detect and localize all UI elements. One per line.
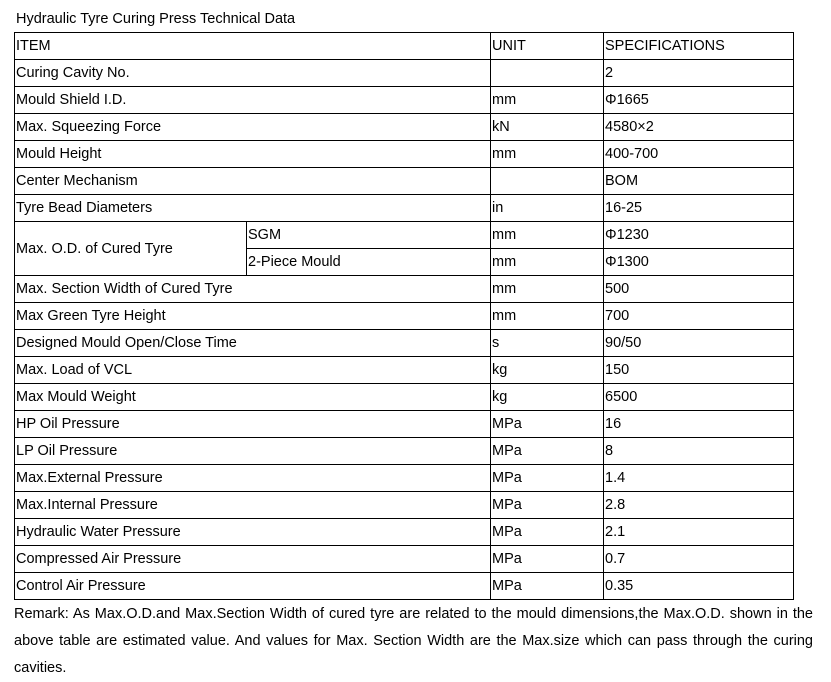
- row-item: Max. Section Width of Cured Tyre: [15, 276, 491, 303]
- row-unit: kg: [491, 384, 604, 411]
- row-unit: MPa: [491, 519, 604, 546]
- table-row: [15, 411, 794, 438]
- row-item: Max.Internal Pressure: [15, 492, 491, 519]
- row-spec: 6500: [604, 384, 794, 411]
- page-title: Hydraulic Tyre Curing Press Technical Data: [16, 11, 296, 27]
- row-unit: MPa: [491, 465, 604, 492]
- row-unit: mm: [491, 141, 604, 168]
- table-row: [15, 87, 794, 114]
- table-row: [15, 573, 794, 600]
- remark-note: Remark: As Max.O.D.and Max.Section Width of cured tyre are related to the mould dimensions,the Max.O.D. shown in the above table are estimated value. And values for Max. Section Width are the Max.size which can pass through the curing cavities.: [14, 606, 813, 676]
- row-item: Max Green Tyre Height: [15, 303, 491, 330]
- row-item: Mould Height: [15, 141, 491, 168]
- row-spec: 2: [604, 60, 794, 87]
- row-spec: 16: [604, 411, 794, 438]
- row-item-od: Max. O.D. of Cured Tyre: [15, 222, 247, 276]
- table-row: [15, 168, 794, 195]
- header-unit: UNIT: [491, 33, 604, 60]
- row-item: Max.External Pressure: [15, 465, 491, 492]
- row-unit: MPa: [491, 438, 604, 465]
- row-spec: Φ1230: [604, 222, 794, 249]
- row-spec: 2.8: [604, 492, 794, 519]
- row-spec: 500: [604, 276, 794, 303]
- row-unit: mm: [491, 303, 604, 330]
- table-row: [15, 114, 794, 141]
- table-row: [15, 519, 794, 546]
- table-row: [15, 222, 794, 249]
- row-spec: Φ1665: [604, 87, 794, 114]
- header-item: ITEM: [15, 33, 491, 60]
- row-unit: mm: [491, 222, 604, 249]
- row-item: Designed Mould Open/Close Time: [15, 330, 491, 357]
- table-row: [15, 384, 794, 411]
- table-row: [15, 438, 794, 465]
- table-row: [15, 60, 794, 87]
- spec-table: [14, 32, 794, 600]
- row-spec: 400-700: [604, 141, 794, 168]
- row-item: Max. Squeezing Force: [15, 114, 491, 141]
- row-item: Curing Cavity No.: [15, 60, 491, 87]
- row-spec: BOM: [604, 168, 794, 195]
- table-row: [15, 303, 794, 330]
- row-spec: 0.35: [604, 573, 794, 600]
- row-item: Compressed Air Pressure: [15, 546, 491, 573]
- row-item: Hydraulic Water Pressure: [15, 519, 491, 546]
- row-item: Max. Load of VCL: [15, 357, 491, 384]
- table-row: [15, 330, 794, 357]
- table-row: [15, 546, 794, 573]
- row-unit: [491, 60, 604, 87]
- row-unit: s: [491, 330, 604, 357]
- row-unit: mm: [491, 276, 604, 303]
- row-unit: in: [491, 195, 604, 222]
- table-row: [15, 465, 794, 492]
- table-row: [15, 141, 794, 168]
- row-spec: 1.4: [604, 465, 794, 492]
- row-unit: mm: [491, 249, 604, 276]
- row-item: Control Air Pressure: [15, 573, 491, 600]
- row-unit: [491, 168, 604, 195]
- row-unit: MPa: [491, 411, 604, 438]
- row-item: Max Mould Weight: [15, 384, 491, 411]
- row-unit: kN: [491, 114, 604, 141]
- row-unit: MPa: [491, 546, 604, 573]
- table-row: [15, 492, 794, 519]
- row-spec: 16-25: [604, 195, 794, 222]
- header-spec: SPECIFICATIONS: [604, 33, 794, 60]
- row-unit: kg: [491, 357, 604, 384]
- row-subitem: 2-Piece Mould: [247, 249, 491, 276]
- table-row: [15, 195, 794, 222]
- row-spec: 700: [604, 303, 794, 330]
- row-unit: MPa: [491, 573, 604, 600]
- row-spec: 2.1: [604, 519, 794, 546]
- row-spec: 150: [604, 357, 794, 384]
- row-item: Center Mechanism: [15, 168, 491, 195]
- table-row: [15, 276, 794, 303]
- table-header-row: [15, 33, 794, 60]
- row-spec: 90/50: [604, 330, 794, 357]
- row-spec: 4580×2: [604, 114, 794, 141]
- row-unit: mm: [491, 87, 604, 114]
- row-item: Tyre Bead Diameters: [15, 195, 491, 222]
- row-subitem: SGM: [247, 222, 491, 249]
- table-row: [15, 357, 794, 384]
- row-spec: Φ1300: [604, 249, 794, 276]
- row-item: LP Oil Pressure: [15, 438, 491, 465]
- row-item: Mould Shield I.D.: [15, 87, 491, 114]
- row-spec: 8: [604, 438, 794, 465]
- row-unit: MPa: [491, 492, 604, 519]
- row-spec: 0.7: [604, 546, 794, 573]
- row-item: HP Oil Pressure: [15, 411, 491, 438]
